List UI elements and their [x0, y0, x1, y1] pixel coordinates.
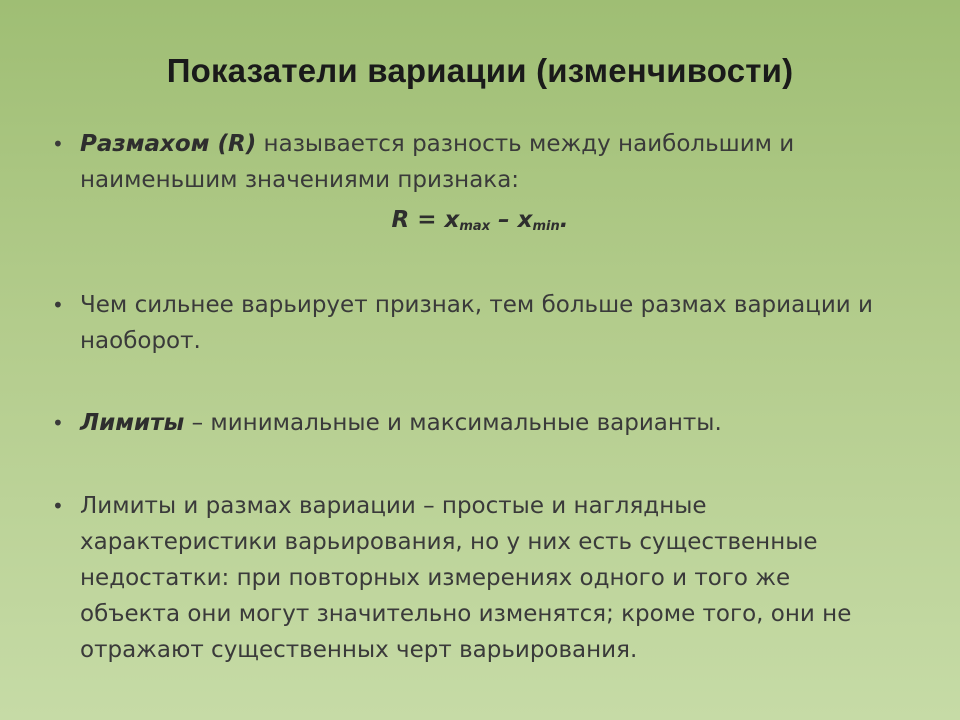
bullet-text: Лимиты и размах вариации – простые и наглядные характеристики варьирования, но у них есть существенные недостатки: при повторных измерениях одного и того же объекта они могут значительно изменятся; кроме того, они не отражают существенных черт варьирования.	[80, 493, 852, 663]
bullet-range-variation	[52, 287, 882, 359]
bullet-range-definition	[52, 126, 882, 198]
bullet-text	[80, 126, 882, 198]
formula-sub-min: min	[532, 219, 560, 234]
term-limits: Лимиты	[80, 410, 185, 436]
bullet-limits-definition	[52, 405, 882, 441]
slide-title: Показатели вариации (изменчивости)	[166, 52, 794, 89]
bullet-dot: •	[52, 293, 64, 317]
formula-sub-max: max	[459, 219, 491, 234]
bullet-dot: •	[52, 494, 64, 518]
formula-lhs: R = x	[391, 207, 460, 233]
bullet-dot: •	[52, 132, 64, 156]
bullet-text	[80, 405, 882, 441]
bullet-body: называется разность между наибольшим и наименьшим значениями признака:	[80, 131, 795, 193]
bullet-limits-drawbacks	[52, 488, 882, 668]
term-range: Размахом (R)	[80, 131, 257, 157]
range-formula	[0, 207, 960, 234]
bullet-body: – минимальные и максимальные варианты.	[184, 410, 722, 436]
bullet-dot: •	[52, 411, 64, 435]
bullet-text: Чем сильнее варьирует признак, тем больше размах вариации и наоборот.	[80, 292, 873, 354]
formula-end: .	[559, 207, 569, 233]
formula-minus: – x	[490, 207, 533, 233]
